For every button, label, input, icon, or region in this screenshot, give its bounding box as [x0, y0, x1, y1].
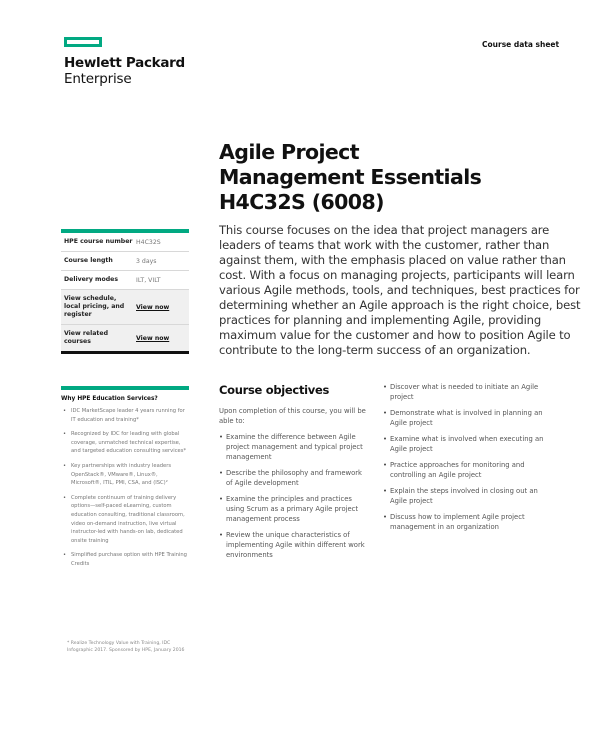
brand-name-line2: Enterprise [64, 71, 132, 87]
hpe-logo [64, 37, 185, 87]
table-row-schedule [61, 290, 189, 325]
course-title-line1: Agile Project [219, 140, 359, 164]
list-item: • Practice approaches for monitoring and controlling an Agile project [383, 460, 548, 480]
list-item: • IDC MarketScape leader 4 years running for IT education and training* [61, 407, 189, 424]
list-item: • Discuss how to implement Agile project management in an organization [383, 512, 548, 532]
list-item: • Explain the steps involved in closing out an Agile project [383, 486, 548, 506]
row-value: ILT, VILT [136, 276, 161, 284]
row-value: H4C32S [136, 238, 161, 246]
list-item: • Examine the principles and practices using Scrum as a primary Agile project management process [219, 494, 369, 524]
course-title [219, 140, 481, 215]
row-value: 3 days [136, 257, 157, 265]
view-related-courses-link[interactable]: View now [136, 334, 170, 342]
why-hpe-list [61, 407, 189, 569]
list-item: • Complete continuum of training delivery options—self-paced eLearning, custom education consulting, traditional classroom, video on-demand instruction, live virtual instructor-led with hands-on lab, dedicated onsite training [61, 494, 189, 546]
objectives-intro: Upon completion of this course, you will be able to: [219, 407, 366, 425]
view-schedule-link[interactable]: View now [136, 303, 170, 311]
objectives-list-right [383, 382, 548, 538]
list-item: • Demonstrate what is involved in planning an Agile project [383, 408, 548, 428]
row-label: Course length [64, 257, 113, 264]
brand-name-line1: Hewlett Packard [64, 55, 185, 71]
why-hpe-section [61, 386, 189, 575]
list-item: • Key partnerships with industry leaders OpenStack®, VMware®, Linux®, Microsoft®, ITIL, PMI, CSA, and (ISC)² [61, 462, 189, 488]
list-item: • Examine the difference between Agile project management and typical project management [219, 432, 369, 462]
course-description: This course focuses on the idea that project managers are leaders of teams that work with the customer, rather than against them, with the emphasis placed on value rather than cost. With a focus on managing projects, participants will learn various Agile methods, tools, and techniques, best practices for determining whether an Agile approach is the right choice, best practices for planning and implementing Agile, providing maximum value for the customer and how to position Agile to contribute to the long-term success of an organization. [219, 223, 581, 357]
table-row-related-courses [61, 325, 189, 351]
row-label: Delivery modes [64, 276, 119, 283]
why-hpe-title: Why HPE Education Services? [61, 396, 158, 402]
row-label: HPE course number [64, 238, 133, 245]
course-title-line3: H4C32S (6008) [219, 190, 384, 214]
course-title-line2: Management Essentials [219, 165, 482, 189]
list-item: • Simplified purchase option with HPE Training Credits [61, 551, 189, 568]
objectives-heading: Course objectives [219, 383, 330, 397]
document-type-label: Course data sheet [482, 40, 560, 49]
list-item: • Examine what is involved when executing an Agile project [383, 434, 548, 454]
footnote: * Realize Technology Value with Training, IDC Infographic 2017. Sponsored by HPE, January 2016 [67, 641, 185, 653]
row-label: View related courses [64, 330, 108, 345]
list-item: • Recognized by IDC for leading with global coverage, unmatched technical expertise, and targeted education consulting services* [61, 430, 189, 456]
table-row-course-length [61, 252, 189, 271]
list-item: • Discover what is needed to initiate an Agile project [383, 382, 548, 402]
hpe-logo-rectangle-icon [64, 37, 102, 47]
row-label: View schedule, local pricing, and register [64, 295, 125, 318]
course-info-table [61, 229, 189, 354]
table-row-delivery-modes [61, 271, 189, 290]
objectives-list-left [219, 432, 369, 566]
table-row-course-number [61, 233, 189, 252]
list-item: • Review the unique characteristics of implementing Agile within different work environments [219, 530, 369, 560]
list-item: • Describe the philosophy and framework of Agile development [219, 468, 369, 488]
